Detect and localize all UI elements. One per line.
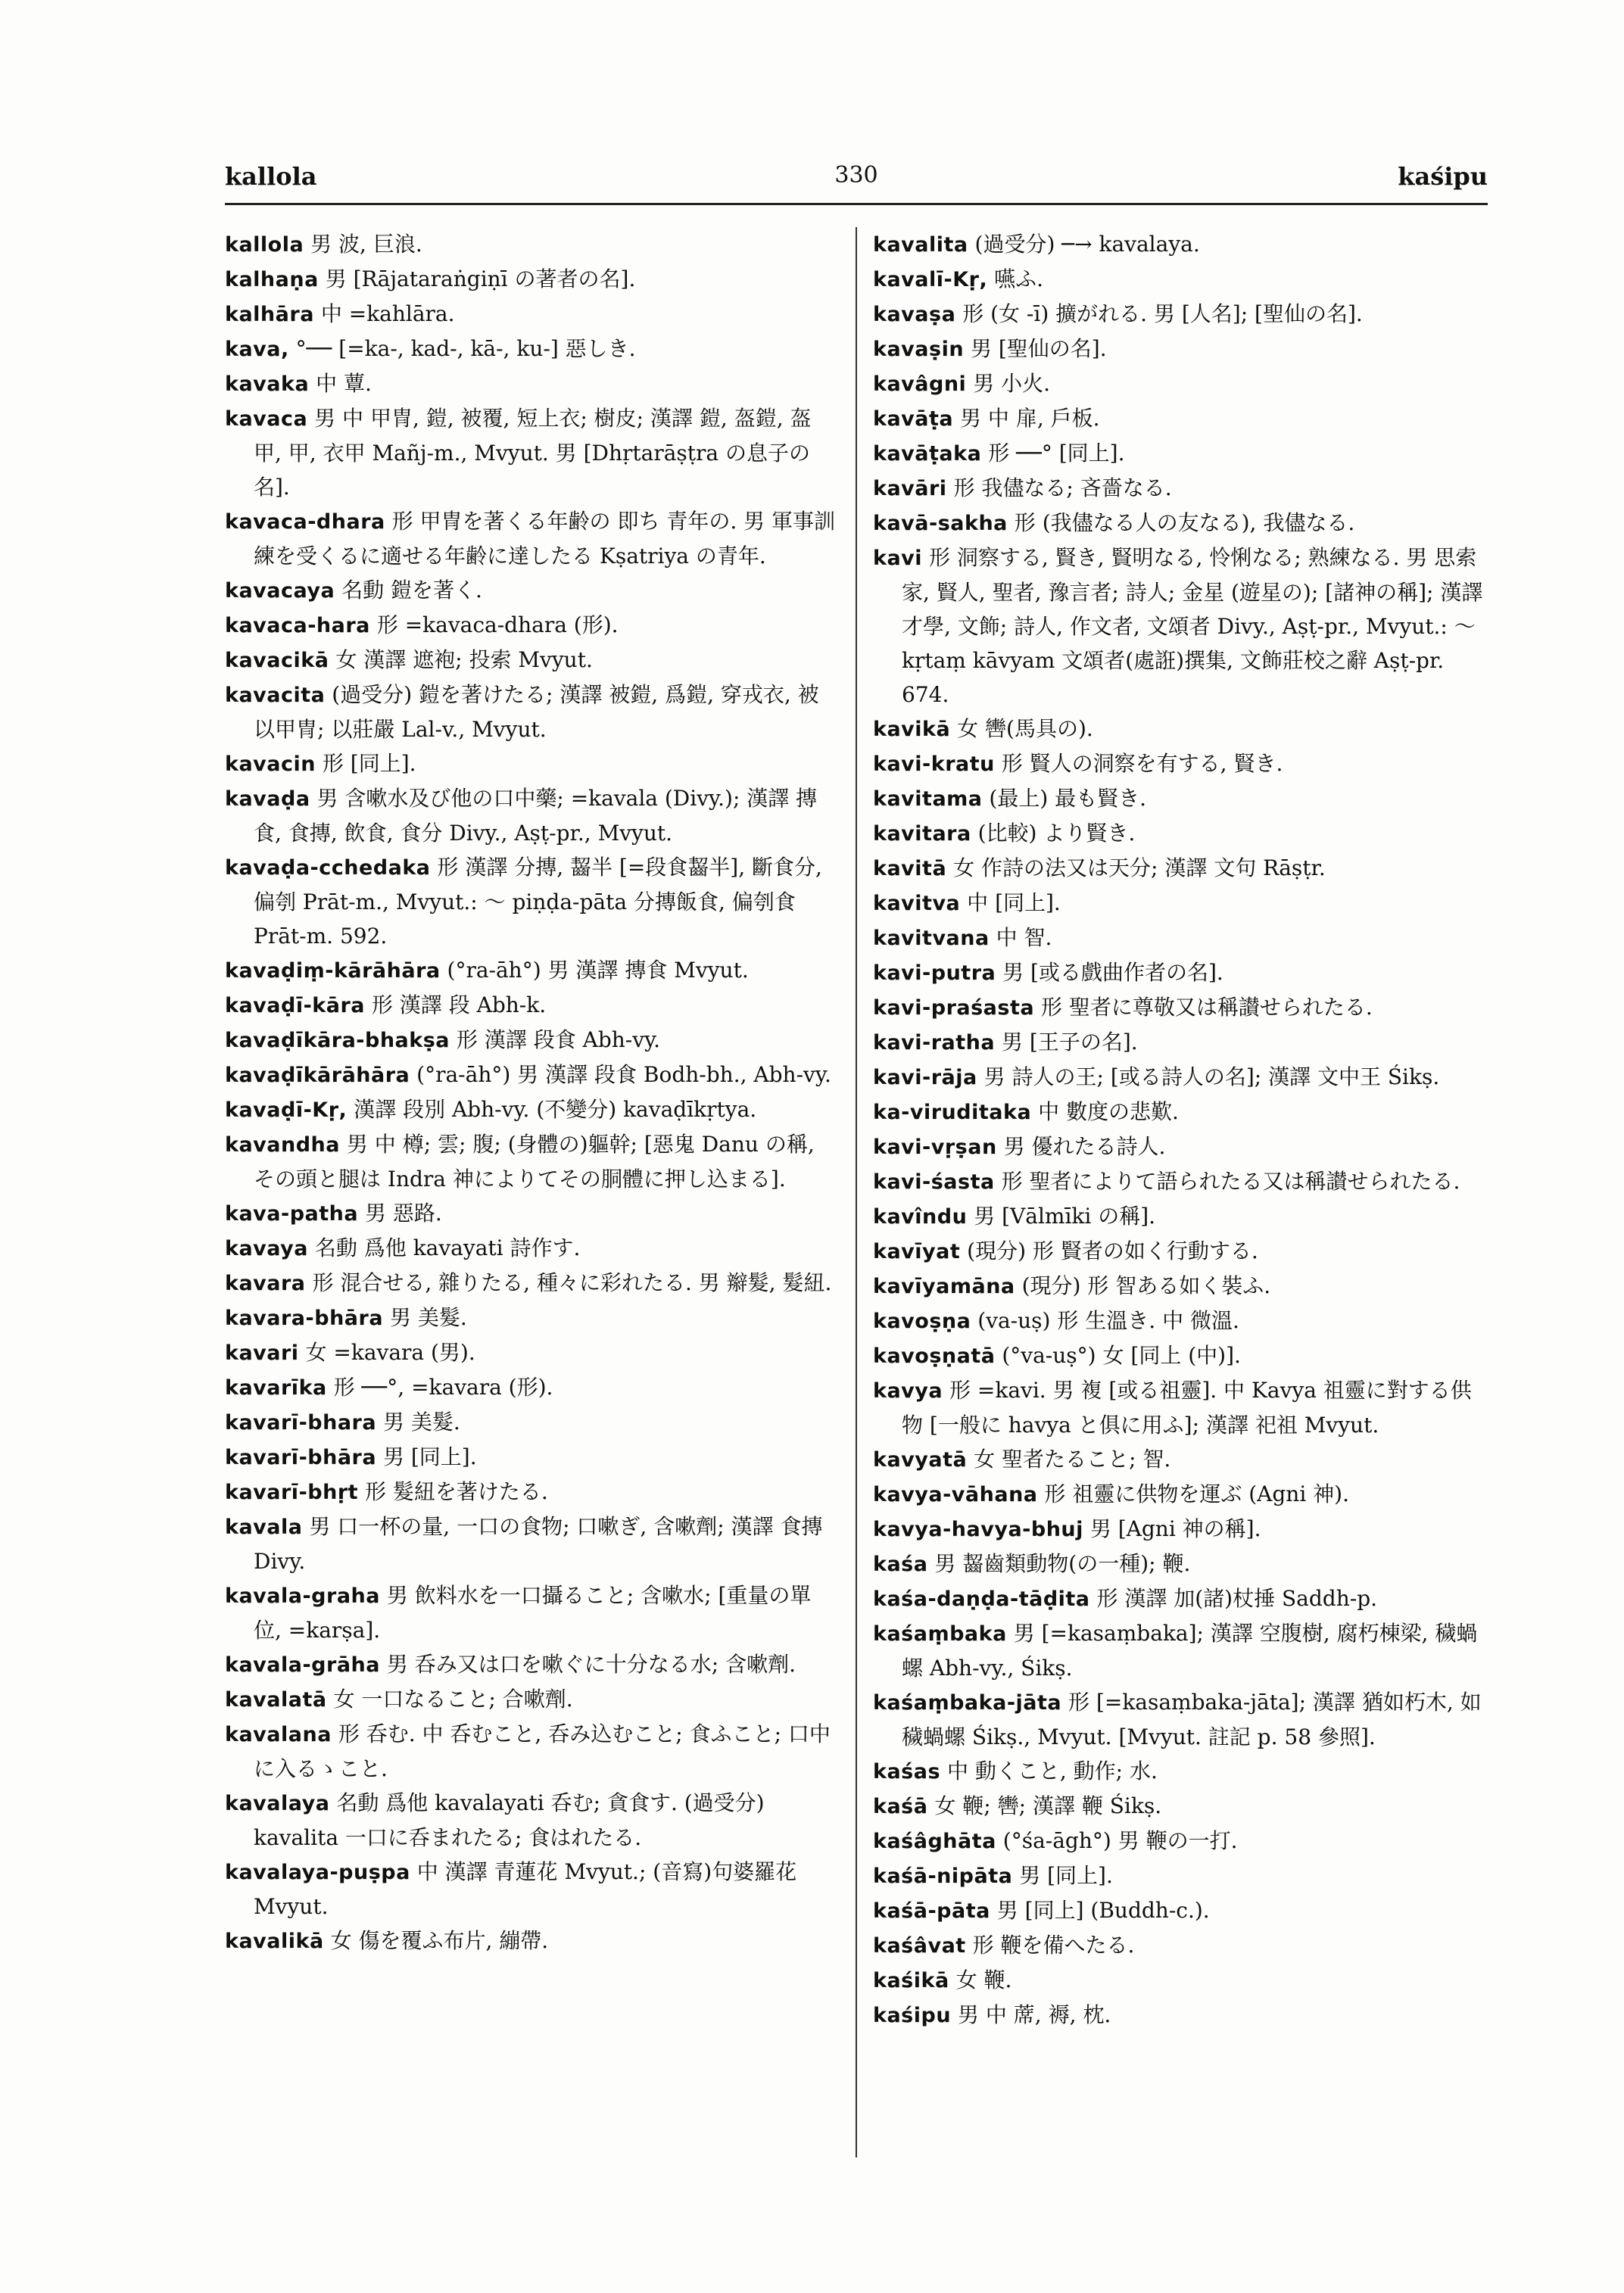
dictionary-entry bbox=[225, 1855, 838, 1924]
dictionary-entry bbox=[873, 1581, 1486, 1616]
entry-headword: kavaḍīkārāhāra bbox=[225, 1064, 410, 1087]
entry-headword: kavaca-hara bbox=[225, 614, 370, 637]
entry-headword: kaśas bbox=[873, 1760, 941, 1784]
entry-definition: 中 動くこと, 動作; 水. bbox=[946, 1759, 1158, 1784]
entry-definition: 男 中 樽; 雲; 腹; (身體の)軀幹; [惡鬼 Danu の稱, その頭と腿は Indra 神によりてその胴體に押し込まる]. bbox=[254, 1132, 815, 1192]
entry-definition: 女 漢譯 遮袍; 投索 Mvyut. bbox=[335, 647, 593, 672]
dictionary-entry bbox=[873, 1824, 1486, 1858]
entry-definition: 形 鞭を備へたる. bbox=[972, 1933, 1135, 1958]
entry-definition: 形 [同上]. bbox=[322, 751, 416, 776]
entry-definition: 嚥ふ. bbox=[994, 266, 1044, 291]
entry-definition: 中 智. bbox=[996, 925, 1052, 950]
entry-headword: kavaya bbox=[225, 1237, 308, 1260]
entry-definition: (比較) より賢き. bbox=[977, 821, 1136, 846]
dictionary-entry bbox=[225, 1370, 838, 1405]
entry-headword: kavi bbox=[873, 547, 923, 570]
entry-headword: kavarī-bhara bbox=[225, 1411, 377, 1435]
dictionary-entry bbox=[873, 1269, 1486, 1304]
entry-definition: 男 美髮. bbox=[382, 1410, 460, 1435]
entry-definition: (°ra-āh°) 男 漢譯 段食 Bodh-bh., Abh-vy. bbox=[416, 1062, 831, 1087]
dictionary-entry bbox=[873, 541, 1486, 712]
entry-definition: (va-uṣ) 形 生溫き. 中 微溫. bbox=[977, 1308, 1239, 1333]
dictionary-entry bbox=[873, 712, 1486, 746]
dictionary-entry bbox=[873, 297, 1486, 332]
dictionary-entry bbox=[225, 1231, 838, 1266]
entry-headword: kavāṭa bbox=[873, 407, 954, 431]
entry-definition: 男 [=kasaṃbaka]; 漢譯 空腹樹, 腐朽棟梁, 穢蝸螺 Abh-vy., Śikṣ. bbox=[902, 1621, 1478, 1681]
entry-definition: 形 (我儘なる人の友なる), 我儘なる. bbox=[1014, 510, 1355, 535]
entry-headword: kavaḍa-cchedaka bbox=[225, 856, 431, 880]
entry-headword: kavi-rāja bbox=[873, 1066, 977, 1089]
entry-definition: 形 [=kasaṃbaka-jāta]; 漢譯 猶如朽木, 如穢蝸螺 Śikṣ., Mvyut. [Mvyut. 註記 p. 58 參照]. bbox=[902, 1690, 1482, 1749]
dictionary-entry bbox=[225, 746, 838, 781]
dictionary-entry bbox=[873, 851, 1486, 886]
entry-definition: 名動 爲他 kavayati 詩作す. bbox=[314, 1235, 581, 1260]
entry-headword: kavaḍīkāra-bhakṣa bbox=[225, 1029, 450, 1052]
entry-headword: kavaḍī-Kṛ, bbox=[225, 1098, 348, 1122]
entry-headword: kavarī-bhṛt bbox=[225, 1481, 359, 1504]
entry-headword: kaśā bbox=[873, 1795, 928, 1818]
entry-definition: 女 聖者たること; 智. bbox=[974, 1447, 1171, 1472]
entry-definition: 男 口一杯の量, 一口の食物; 口嗽ぎ, 含嗽劑; 漢譯 食摶 Divy. bbox=[254, 1514, 823, 1574]
dictionary-entry bbox=[225, 1717, 838, 1786]
header-right-guide-word: kaśipu bbox=[1398, 162, 1488, 191]
entry-definition: 形 漢譯 段 Abh-k. bbox=[371, 992, 547, 1017]
entry-headword: kavitara bbox=[873, 822, 971, 846]
entry-headword: kavâgni bbox=[873, 372, 967, 396]
entry-definition: °── [=ka-, kad-, kā-, ku-] 惡しき. bbox=[295, 336, 636, 361]
dictionary-entry bbox=[225, 1578, 838, 1647]
entry-headword: kavya-vāhana bbox=[873, 1483, 1038, 1506]
dictionary-entry bbox=[873, 436, 1486, 471]
dictionary-entry bbox=[873, 1129, 1486, 1164]
entry-definition: 形 =kavaca-dhara (形). bbox=[376, 612, 619, 637]
dictionary-entry bbox=[225, 1058, 838, 1092]
entry-definition: 男 [聖仙の名]. bbox=[970, 336, 1107, 361]
dictionary-entry bbox=[873, 955, 1486, 990]
entry-definition: 男 [同上] (Buddh-c.). bbox=[996, 1898, 1210, 1923]
entry-definition: 形 聖者によりて語られたる又は稱讃せられたる. bbox=[1001, 1169, 1460, 1194]
entry-definition: 形 呑む. 中 呑むこと, 呑み込むこと; 食ふこと; 口中に入るゝこと. bbox=[254, 1721, 831, 1781]
entry-definition: 中 漢譯 青蓮花 Mvyut.; (音寫)句婆羅花 Mvyut. bbox=[254, 1859, 797, 1919]
entry-headword: kavaḍiṃ-kārāhāra bbox=[225, 959, 441, 983]
entry-headword: kavi-kratu bbox=[873, 752, 995, 776]
entry-definition: (過受分) 鎧を著けたる; 漢譯 被鎧, 爲鎧, 穿戎衣, 被以甲冑; 以莊嚴 Lal-v., Mvyut. bbox=[254, 682, 819, 742]
entry-definition: 形 ──°, =kavara (形). bbox=[333, 1375, 553, 1400]
entry-definition: 女 作詩の法又は天分; 漢譯 文句 Rāṣṭr. bbox=[953, 855, 1326, 880]
dictionary-entry bbox=[225, 1682, 838, 1717]
entry-definition: 名動 鎧を著く. bbox=[341, 578, 482, 603]
entry-definition: 形 我儘なる; 吝嗇なる. bbox=[953, 475, 1172, 500]
entry-headword: kaśâghāta bbox=[873, 1830, 996, 1853]
entry-definition: 形 混合せる, 雜りたる, 種々に彩れたる. 男 辮髮, 髮紐. bbox=[312, 1270, 832, 1295]
entry-definition: 形 (女 -ī) 擴がれる. 男 [人名]; [聖仙の名]. bbox=[962, 301, 1363, 326]
entry-definition: 中 [同上]. bbox=[967, 890, 1061, 915]
entry-headword: kaśaṃbaka bbox=[873, 1622, 1007, 1646]
dictionary-entry bbox=[873, 1547, 1486, 1581]
entry-definition: 男 美髮. bbox=[389, 1305, 467, 1330]
dictionary-entry bbox=[873, 1442, 1486, 1477]
dictionary-entry bbox=[225, 953, 838, 988]
entry-definition: 男 惡路. bbox=[365, 1201, 442, 1226]
entry-headword: kavitva bbox=[873, 892, 961, 915]
entry-headword: kavalī-Kṛ, bbox=[873, 268, 988, 291]
entry-headword: kavari bbox=[225, 1341, 299, 1365]
dictionary-entry bbox=[225, 573, 838, 608]
dictionary-entry bbox=[225, 643, 838, 678]
page-number: 330 bbox=[834, 162, 878, 188]
entry-definition: 男 飲料水を一口攝ること; 含嗽水; [重量の單位, =karṣa]. bbox=[254, 1583, 812, 1643]
dictionary-entry bbox=[873, 401, 1486, 436]
dictionary-entry bbox=[225, 678, 838, 746]
dictionary-entry bbox=[225, 1405, 838, 1440]
entry-headword: kavi-putra bbox=[873, 961, 996, 985]
dictionary-entry bbox=[873, 1304, 1486, 1338]
dictionary-entry bbox=[873, 1512, 1486, 1547]
entry-headword: kavara bbox=[225, 1272, 306, 1295]
dictionary-entry bbox=[225, 1509, 838, 1578]
entry-headword: kavaca bbox=[225, 407, 308, 431]
entry-definition: 女 鞭. bbox=[955, 1967, 1012, 1992]
entry-headword: kavalana bbox=[225, 1723, 332, 1746]
entry-headword: kavi-vṛṣan bbox=[873, 1136, 997, 1159]
dictionary-entry bbox=[225, 1475, 838, 1509]
dictionary-entry bbox=[873, 921, 1486, 955]
entry-definition: 女 轡(馬具の). bbox=[957, 716, 1093, 741]
entry-definition: (現分) 形 賢者の如く行動する. bbox=[967, 1238, 1258, 1263]
dictionary-entry bbox=[225, 988, 838, 1023]
entry-definition: 中 蕈. bbox=[316, 371, 372, 396]
entry-headword: kavāṭaka bbox=[873, 442, 982, 466]
dictionary-entry bbox=[873, 781, 1486, 816]
dictionary-entry bbox=[873, 1164, 1486, 1199]
header-rule bbox=[225, 203, 1488, 205]
entry-headword: kavi-praśasta bbox=[873, 996, 1035, 1020]
dictionary-entry bbox=[873, 332, 1486, 366]
entry-headword: kavitama bbox=[873, 787, 983, 811]
left-column bbox=[225, 227, 838, 1958]
entry-headword: kaśikā bbox=[873, 1969, 949, 1992]
entry-definition: (°śa-āgh°) 男 鞭の一打. bbox=[1002, 1828, 1238, 1853]
entry-definition: 女 =kavara (男). bbox=[305, 1340, 475, 1365]
dictionary-entry bbox=[873, 1373, 1486, 1442]
entry-headword: kavaṣa bbox=[873, 303, 956, 326]
entry-headword: kavacita bbox=[225, 684, 326, 707]
dictionary-entry bbox=[873, 1095, 1486, 1129]
entry-definition: (過受分) ─→ kavalaya. bbox=[974, 232, 1200, 257]
entry-definition: 男 [同上]. bbox=[382, 1444, 477, 1469]
entry-headword: kavaḍa bbox=[225, 787, 310, 811]
entry-definition: 男 優れたる詩人. bbox=[1003, 1134, 1166, 1159]
dictionary-entry bbox=[225, 1196, 838, 1231]
entry-definition: 形 聖者に尊敬又は稱讃せられたる. bbox=[1041, 995, 1373, 1020]
entry-headword: kavalatā bbox=[225, 1688, 327, 1712]
entry-headword: kavarīka bbox=[225, 1376, 327, 1400]
entry-headword: kavaṣin bbox=[873, 338, 965, 361]
dictionary-entry bbox=[225, 1440, 838, 1475]
entry-definition: 形 髮紐を著けたる. bbox=[364, 1479, 548, 1504]
dictionary-entry bbox=[873, 746, 1486, 781]
entry-headword: kalhaṇa bbox=[225, 268, 319, 291]
dictionary-entry bbox=[225, 332, 838, 366]
dictionary-entry bbox=[225, 297, 838, 332]
entry-definition: 形 =kavi. 男 複 [或る祖靈]. 中 Kavya 祖靈に對する供物 [一般に havya と俱に用ふ]; 漢譯 祀祖 Mvyut. bbox=[902, 1378, 1472, 1438]
dictionary-entry bbox=[225, 781, 838, 850]
entry-headword: kavîndu bbox=[873, 1205, 968, 1229]
entry-headword: kavarī-bhāra bbox=[225, 1446, 377, 1469]
entry-headword: kavoṣṇatā bbox=[873, 1344, 996, 1368]
dictionary-entry bbox=[225, 1092, 838, 1127]
entry-headword: kavi-ratha bbox=[873, 1031, 996, 1055]
entry-definition: 形 ──° [同上]. bbox=[988, 441, 1125, 466]
entry-definition: 女 傷を覆ふ布片, 繃帶. bbox=[330, 1928, 549, 1953]
dictionary-entry bbox=[873, 1754, 1486, 1789]
entry-headword: kavīyamāna bbox=[873, 1275, 1015, 1298]
entry-headword: kavi-śasta bbox=[873, 1170, 995, 1194]
entry-definition: 男 [或る戲曲作者の名]. bbox=[1002, 960, 1223, 985]
entry-headword: kavya bbox=[873, 1379, 943, 1403]
entry-headword: kava-patha bbox=[225, 1202, 359, 1226]
dictionary-entry bbox=[873, 1616, 1486, 1685]
dictionary-entry bbox=[225, 1924, 838, 1958]
dictionary-entry bbox=[873, 1928, 1486, 1963]
right-column bbox=[873, 227, 1486, 2033]
entry-definition: (°va-uṣ°) 女 [同上 (中)]. bbox=[1002, 1343, 1241, 1368]
entry-headword: kava, bbox=[225, 338, 289, 361]
entry-definition: 女 鞭; 轡; 漢譯 鞭 Śikṣ. bbox=[934, 1793, 1162, 1818]
entry-headword: kalhāra bbox=[225, 303, 314, 326]
dictionary-entry bbox=[873, 1998, 1486, 2033]
dictionary-entry bbox=[873, 506, 1486, 541]
dictionary-entry bbox=[225, 850, 838, 953]
entry-definition: 男 [王子の名]. bbox=[1002, 1030, 1138, 1055]
entry-headword: kavala bbox=[225, 1516, 303, 1539]
entry-headword: kallola bbox=[225, 233, 304, 257]
entry-headword: kaśaṃbaka-jāta bbox=[873, 1691, 1062, 1715]
entry-headword: kavalikā bbox=[225, 1930, 324, 1953]
entry-headword: kavalita bbox=[873, 233, 968, 257]
dictionary-entry bbox=[225, 1266, 838, 1301]
dictionary-entry bbox=[873, 886, 1486, 921]
entry-headword: kaśâvat bbox=[873, 1934, 966, 1958]
dictionary-entry bbox=[873, 1025, 1486, 1060]
entry-definition: 男 中 甲冑, 鎧, 被覆, 短上衣; 樹皮; 漢譯 鎧, 盔鎧, 盔甲, 甲, 衣甲 Mañj-m., Mvyut. 男 [Dhṛtarāṣṭra の息子の名]. bbox=[254, 406, 812, 500]
entry-definition: (最上) 最も賢き. bbox=[989, 786, 1147, 811]
header-left-guide-word: kallola bbox=[225, 162, 317, 191]
dictionary-entry bbox=[873, 1685, 1486, 1754]
entry-headword: kavyatā bbox=[873, 1448, 968, 1472]
dictionary-entry bbox=[873, 366, 1486, 401]
dictionary-entry bbox=[225, 401, 838, 504]
entry-headword: kavitā bbox=[873, 857, 947, 880]
entry-headword: kavalaya bbox=[225, 1792, 330, 1815]
entry-definition: 女 一口なること; 合嗽劑. bbox=[333, 1687, 573, 1712]
dictionary-entry bbox=[873, 471, 1486, 506]
dictionary-entry bbox=[873, 1477, 1486, 1512]
entry-headword: kavāri bbox=[873, 477, 947, 500]
entry-definition: 形 賢人の洞察を有する, 賢き. bbox=[1001, 751, 1283, 776]
entry-headword: kavīyat bbox=[873, 1240, 961, 1263]
dictionary-entry bbox=[873, 1893, 1486, 1928]
entry-definition: 形 漢譯 分摶, 齧半 [=段食齧半], 斷食分, 偏刳 Prāt-m., Mvyut.: ～ piṇḍa-pāta 分摶飯食, 偏刳食 Prāt-m. 592. bbox=[254, 855, 822, 949]
dictionary-entry bbox=[873, 1234, 1486, 1269]
entry-definition: 形 漢譯 加(諸)杖捶 Saddh-p. bbox=[1096, 1586, 1378, 1611]
entry-definition: 男 含嗽水及び他の口中藥; =kavala (Divy.); 漢譯 摶食, 食摶, 飲食, 食分 Divy., Aṣṭ-pr., Mvyut. bbox=[254, 786, 818, 846]
entry-headword: kavara-bhāra bbox=[225, 1307, 384, 1330]
entry-headword: kavitvana bbox=[873, 927, 990, 950]
dictionary-entry bbox=[225, 608, 838, 643]
dictionary-entry bbox=[873, 1199, 1486, 1234]
dictionary-entry bbox=[873, 1789, 1486, 1824]
entry-headword: kavala-grāha bbox=[225, 1653, 380, 1677]
entry-definition: 漢譯 段別 Abh-vy. (不變分) kavaḍīkṛtya. bbox=[354, 1097, 757, 1122]
entry-headword: kavacikā bbox=[225, 649, 329, 672]
dictionary-entry bbox=[873, 816, 1486, 851]
entry-headword: kavoṣṇa bbox=[873, 1310, 971, 1333]
entry-headword: kavaka bbox=[225, 372, 310, 396]
dictionary-entry bbox=[225, 1127, 838, 1196]
entry-definition: 男 中 蓆, 褥, 枕. bbox=[957, 2002, 1111, 2027]
entry-headword: kavikā bbox=[873, 718, 951, 741]
dictionary-entry bbox=[873, 1963, 1486, 1998]
entry-definition: 名動 爲他 kavalayati 呑む; 貪食す. (過受分) kavalita 一口に呑まれたる; 食はれたる. bbox=[254, 1790, 765, 1850]
dictionary-entry bbox=[873, 1338, 1486, 1373]
entry-headword: kavalaya-puṣpa bbox=[225, 1861, 410, 1884]
entry-definition: 男 中 扉, 戶板. bbox=[960, 406, 1100, 431]
entry-headword: kaśa bbox=[873, 1553, 928, 1576]
dictionary-entry bbox=[225, 366, 838, 401]
dictionary-entry bbox=[873, 227, 1486, 262]
entry-headword: kaśipu bbox=[873, 2004, 952, 2027]
entry-definition: (°ra-āh°) 男 漢譯 摶食 Mvyut. bbox=[447, 958, 749, 983]
entry-definition: 男 [同上]. bbox=[1019, 1863, 1113, 1888]
entry-headword: kavala-graha bbox=[225, 1584, 380, 1608]
entry-definition: 中 =kahlāra. bbox=[320, 301, 455, 326]
entry-headword: ka-viruditaka bbox=[873, 1101, 1032, 1124]
entry-definition: (現分) 形 智ある如く裝ふ. bbox=[1021, 1273, 1271, 1298]
entry-headword: kaśā-pāta bbox=[873, 1899, 990, 1923]
entry-definition: 形 祖靈に供物を運ぶ (Agni 神). bbox=[1044, 1481, 1350, 1506]
dictionary-entry bbox=[225, 1335, 838, 1370]
entry-definition: 男 [Agni 神の稱]. bbox=[1089, 1516, 1261, 1541]
entry-definition: 形 漢譯 段食 Abh-vy. bbox=[456, 1027, 661, 1052]
dictionary-entry bbox=[225, 1647, 838, 1682]
entry-definition: 形 洞察する, 賢き, 賢明なる, 怜悧なる; 熟練なる. 男 思索家, 賢人, 聖者, 豫言者; 詩人; 金星 (遊星の); [諸神の稱]; 漢譯 才學, 文飾; 詩人, 作文者, 文頌者 Divy., Aṣṭ-pr., Mvyut.: ～kṛtaṃ kāvyam 文頌者(處誑)撰集, 文飾莊校之辭 Aṣṭ-pr. 674. bbox=[902, 545, 1483, 707]
dictionary-entry bbox=[873, 262, 1486, 297]
entry-headword: kavā-sakha bbox=[873, 512, 1008, 535]
entry-definition: 中 數度の悲歎. bbox=[1038, 1099, 1179, 1124]
dictionary-entry bbox=[225, 504, 838, 573]
entry-headword: kavacin bbox=[225, 752, 316, 776]
entry-definition: 男 呑み又は口を嗽ぐに十分なる水; 含嗽劑. bbox=[386, 1652, 796, 1677]
entry-definition: 男 [Rājataraṅgiṇī の著者の名]. bbox=[325, 266, 636, 291]
entry-headword: kaśā-nipāta bbox=[873, 1865, 1013, 1888]
page-header bbox=[225, 162, 1488, 207]
entry-headword: kavandha bbox=[225, 1133, 340, 1157]
dictionary-entry bbox=[225, 1301, 838, 1335]
dictionary-entry bbox=[225, 1023, 838, 1058]
entry-headword: kaśa-daṇḍa-tāḍita bbox=[873, 1587, 1090, 1611]
entry-definition: 男 齧齒類動物(の一種); 鞭. bbox=[934, 1551, 1191, 1576]
entry-definition: 男 詩人の王; [或る詩人の名]; 漢譯 文中王 Śikṣ. bbox=[983, 1064, 1440, 1089]
column-divider bbox=[856, 227, 857, 2157]
entry-definition: 男 波, 巨浪. bbox=[310, 232, 422, 257]
dictionary-entry bbox=[225, 1786, 838, 1855]
dictionary-entry bbox=[225, 262, 838, 297]
entry-headword: kavacaya bbox=[225, 579, 335, 603]
entry-definition: 男 小火. bbox=[973, 371, 1051, 396]
entry-definition: 形 甲冑を著くる年齢の 即ち 青年の. 男 軍事訓練を受くるに適せる年齢に達したる Kṣatriya の青年. bbox=[254, 509, 836, 569]
dictionary-entry bbox=[873, 1858, 1486, 1893]
entry-headword: kavaca-dhara bbox=[225, 510, 385, 534]
dictionary-entry bbox=[873, 990, 1486, 1025]
entry-definition: 男 [Vālmīki の稱]. bbox=[974, 1204, 1156, 1229]
dictionary-entry bbox=[225, 227, 838, 262]
dictionary-entry bbox=[873, 1060, 1486, 1095]
entry-headword: kavaḍī-kāra bbox=[225, 994, 365, 1017]
entry-headword: kavya-havya-bhuj bbox=[873, 1518, 1083, 1541]
